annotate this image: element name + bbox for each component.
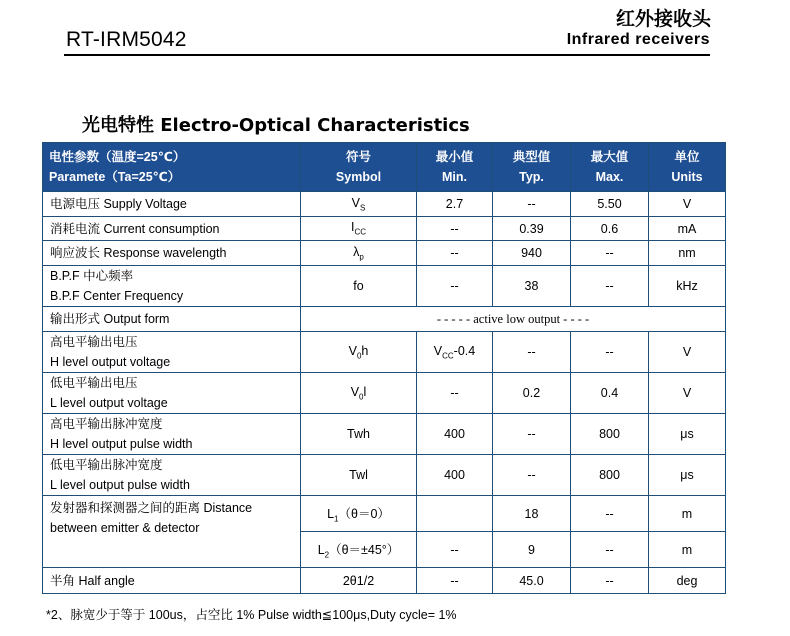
unit-cell: μs	[649, 414, 726, 455]
min-cell: 400	[417, 414, 493, 455]
typ-cell: 45.0	[493, 568, 571, 594]
max-cell: --	[571, 532, 649, 568]
unit-cell: nm	[649, 241, 726, 266]
max-cell: 800	[571, 455, 649, 496]
header-symbol: 符号 Symbol	[301, 143, 417, 192]
param-cell: 半角 Half angle	[43, 568, 301, 594]
footnote: *2、脉宽少于等于 100us，占空比 1% Pulse width≦100μs,Duty cycle= 1%	[46, 608, 457, 622]
max-cell: --	[571, 496, 649, 532]
param-cell: 响应波长 Response wavelength	[43, 241, 301, 266]
header-max: 最大值 Max.	[571, 143, 649, 192]
typ-cell: 9	[493, 532, 571, 568]
header-typ: 典型值 Typ.	[493, 143, 571, 192]
typ-cell: --	[493, 455, 571, 496]
symbol-cell: $V_0l$	[301, 373, 417, 414]
header-units: 单位 Units	[649, 143, 726, 192]
typ-cell: --	[493, 414, 571, 455]
unit-cell: deg	[649, 568, 726, 594]
max-cell: 0.6	[571, 217, 649, 241]
min-cell: 2.7	[417, 192, 493, 217]
max-cell: 0.4	[571, 373, 649, 414]
max-cell: 5.50	[571, 192, 649, 217]
table-row	[43, 414, 726, 455]
table-row	[43, 455, 726, 496]
min-cell	[417, 496, 493, 532]
header-rule	[64, 54, 710, 56]
max-cell: --	[571, 332, 649, 373]
table-row	[43, 307, 726, 332]
table-row	[43, 496, 726, 532]
unit-cell: m	[649, 532, 726, 568]
unit-cell: V	[649, 373, 726, 414]
typ-cell: 38	[493, 266, 571, 307]
param-cell: 低电平输出电压 L level output voltage	[43, 373, 301, 414]
typ-cell: 18	[493, 496, 571, 532]
typ-cell: 0.2	[493, 373, 571, 414]
max-cell: --	[571, 568, 649, 594]
header-min: 最小值 Min.	[417, 143, 493, 192]
header-parameter: 电性参数（温度=25℃） Paramete（Ta=25℃）	[43, 143, 301, 192]
table-row	[43, 332, 726, 373]
section-title: 光电特性 Electro-Optical Characteristics	[82, 115, 470, 136]
symbol-cell: 2θ1/2	[301, 568, 417, 594]
header-title-en: Infrared receivers	[566, 31, 710, 48]
characteristics-table	[42, 142, 726, 594]
table-row	[43, 217, 726, 241]
param-cell: 发射器和探测器之间的距离 Distance between emitter & detector	[43, 496, 301, 568]
param-cell: 输出形式 Output form	[43, 307, 301, 332]
unit-cell: μs	[649, 455, 726, 496]
param-cell: B.P.F 中心频率 B.P.F Center Frequency	[43, 266, 301, 307]
param-cell: 电源电压 Supply Voltage	[43, 192, 301, 217]
min-cell: --	[417, 532, 493, 568]
table-row	[43, 192, 726, 217]
symbol-cell: $L_2(\theta=\pm 45^\circ)$	[301, 532, 417, 568]
symbol-cell: $I_{CC}$	[301, 217, 417, 241]
max-cell: --	[571, 266, 649, 307]
symbol-cell: $V_S$	[301, 192, 417, 217]
header-title-cn: 红外接收头	[615, 8, 711, 30]
min-cell: 400	[417, 455, 493, 496]
output-form-value: - - - - - active low output - - - -	[301, 307, 726, 332]
unit-cell: V	[649, 332, 726, 373]
unit-cell: m	[649, 496, 726, 532]
param-cell: 高电平输出电压 H level output voltage	[43, 332, 301, 373]
table-row	[43, 373, 726, 414]
param-cell: 消耗电流 Current consumption	[43, 217, 301, 241]
table-header-row	[43, 143, 726, 192]
min-cell: --	[417, 568, 493, 594]
unit-cell: kHz	[649, 266, 726, 307]
typ-cell: 940	[493, 241, 571, 266]
table-row	[43, 241, 726, 266]
table-row	[43, 568, 726, 594]
min-cell: --	[417, 241, 493, 266]
typ-cell: --	[493, 332, 571, 373]
table-row	[43, 266, 726, 307]
max-cell: --	[571, 241, 649, 266]
unit-cell: mA	[649, 217, 726, 241]
typ-cell: 0.39	[493, 217, 571, 241]
symbol-cell: Twh	[301, 414, 417, 455]
min-cell: $V_{CC}-0.4$	[417, 332, 493, 373]
param-cell: 高电平输出脉冲宽度 H level output pulse width	[43, 414, 301, 455]
unit-cell: V	[649, 192, 726, 217]
symbol-cell: $\lambda_p$	[301, 241, 417, 266]
min-cell: --	[417, 266, 493, 307]
symbol-cell: $L_1(\theta=0)$	[301, 496, 417, 532]
model-number: RT-IRM5042	[66, 28, 187, 51]
param-cell: 低电平输出脉冲宽度 L level output pulse width	[43, 455, 301, 496]
min-cell: --	[417, 217, 493, 241]
symbol-cell: Twl	[301, 455, 417, 496]
max-cell: 800	[571, 414, 649, 455]
symbol-cell: fo	[301, 266, 417, 307]
min-cell: --	[417, 373, 493, 414]
typ-cell: --	[493, 192, 571, 217]
symbol-cell: $V_0h$	[301, 332, 417, 373]
